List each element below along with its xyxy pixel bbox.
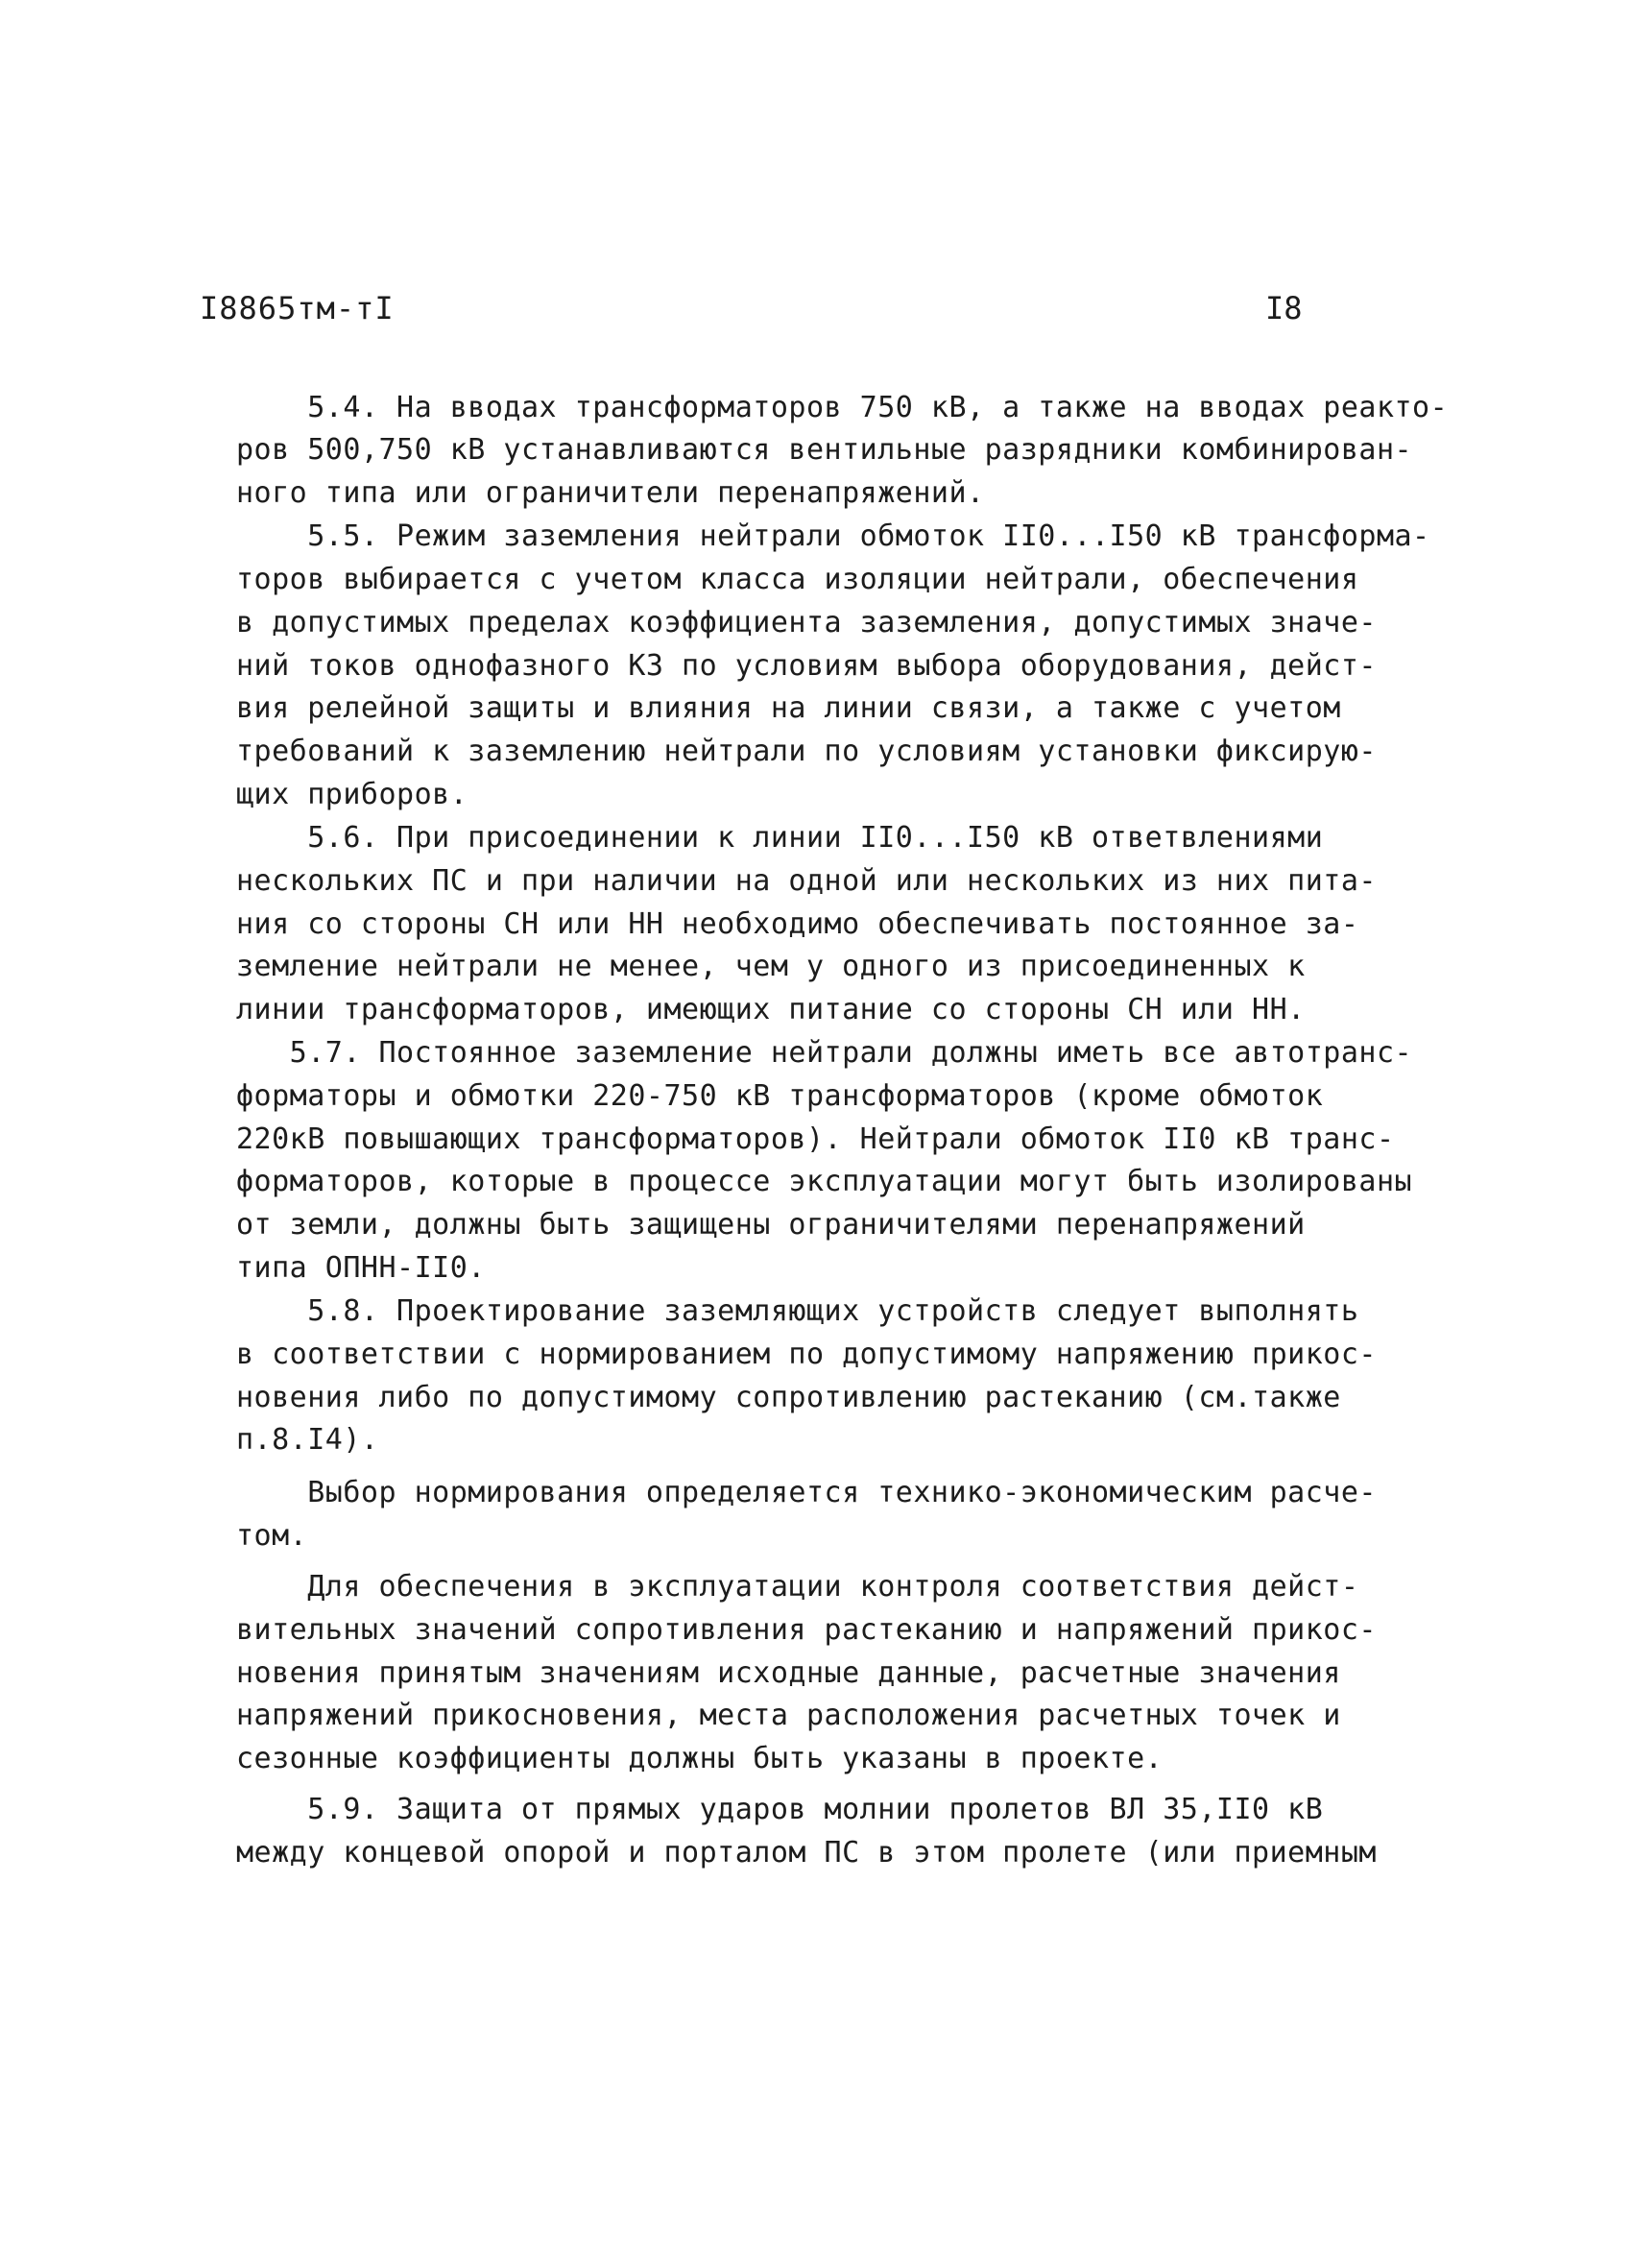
text-line: ния со стороны СН или НН необходимо обеспечивать постоянное за- — [236, 907, 1359, 941]
text-line: в соответствии с нормированием по допустимому напряжению прикос- — [236, 1338, 1377, 1371]
page-number: I8 — [1265, 290, 1303, 326]
text-line: от земли, должны быть защищены ограничителями перенапряжений — [236, 1208, 1306, 1242]
text-line: 5.9. Защита от прямых ударов молнии пролетов ВЛ 35,II0 кВ — [236, 1793, 1324, 1826]
text-line: Для обеспечения в эксплуатации контроля соответствия дейст- — [236, 1570, 1359, 1604]
text-line: ров 500,750 кВ устанавливаются вентильные разрядники комбинирован- — [236, 433, 1413, 467]
text-line: земление нейтрали не менее, чем у одного из присоединенных к — [236, 950, 1306, 983]
text-line: в допустимых пределах коэффициента заземления, допустимых значе- — [236, 606, 1377, 639]
text-line: Выбор нормирования определяется технико-экономическим расче- — [236, 1476, 1377, 1509]
text-line: форматоры и обмотки 220-750 кВ трансформаторов (кроме обмоток — [236, 1079, 1324, 1113]
text-line: требований к заземлению нейтрали по условиям установки фиксирую- — [236, 735, 1377, 768]
text-line: типа ОПНН-II0. — [236, 1251, 486, 1285]
text-line: 5.4. На вводах трансформаторов 750 кВ, а также на вводах реакто- — [236, 391, 1449, 424]
text-line: щих приборов. — [236, 778, 468, 811]
text-line: п.8.I4). — [236, 1423, 379, 1457]
text-line: ний токов однофазного КЗ по условиям выбора оборудования, дейст- — [236, 649, 1377, 683]
text-line: 5.6. При присоединении к линии II0...I50 кВ ответвлениями — [236, 821, 1324, 855]
text-line: 5.7. Постоянное заземление нейтрали должны иметь все автотранс- — [236, 1036, 1413, 1070]
text-line: линии трансформаторов, имеющих питание со стороны СН или НН. — [236, 993, 1306, 1026]
text-line: 5.8. Проектирование заземляющих устройств следует выполнять — [236, 1294, 1359, 1328]
text-line: сезонные коэффициенты должны быть указаны в проекте. — [236, 1742, 1164, 1775]
text-line: вительных значений сопротивления растеканию и напряжений прикос- — [236, 1613, 1377, 1647]
document-code: I8865тм-тI — [200, 290, 395, 326]
text-line: напряжений прикосновения, места расположения расчетных точек и — [236, 1699, 1341, 1732]
text-line: 5.5. Режим заземления нейтрали обмоток II0...I50 кВ трансформа- — [236, 519, 1430, 553]
text-line: между концевой опорой и порталом ПС в этом пролете (или приемным — [236, 1836, 1377, 1870]
text-line: торов выбирается с учетом класса изоляции нейтрали, обеспечения — [236, 563, 1359, 596]
text-line: том. — [236, 1519, 308, 1553]
text-line: нескольких ПС и при наличии на одной или нескольких из них пита- — [236, 864, 1377, 898]
text-line: форматоров, которые в процессе эксплуатации могут быть изолированы — [236, 1165, 1413, 1198]
text-line: новения либо по допустимому сопротивлению растеканию (см.также — [236, 1381, 1341, 1414]
text-line: 220кВ повышающих трансформаторов). Нейтрали обмоток II0 кВ транс- — [236, 1122, 1395, 1156]
text-line: ного типа или ограничители перенапряжений. — [236, 476, 985, 510]
text-line: вия релейной защиты и влияния на линии связи, а также с учетом — [236, 691, 1341, 725]
text-line: новения принятым значениям исходные данные, расчетные значения — [236, 1656, 1341, 1690]
